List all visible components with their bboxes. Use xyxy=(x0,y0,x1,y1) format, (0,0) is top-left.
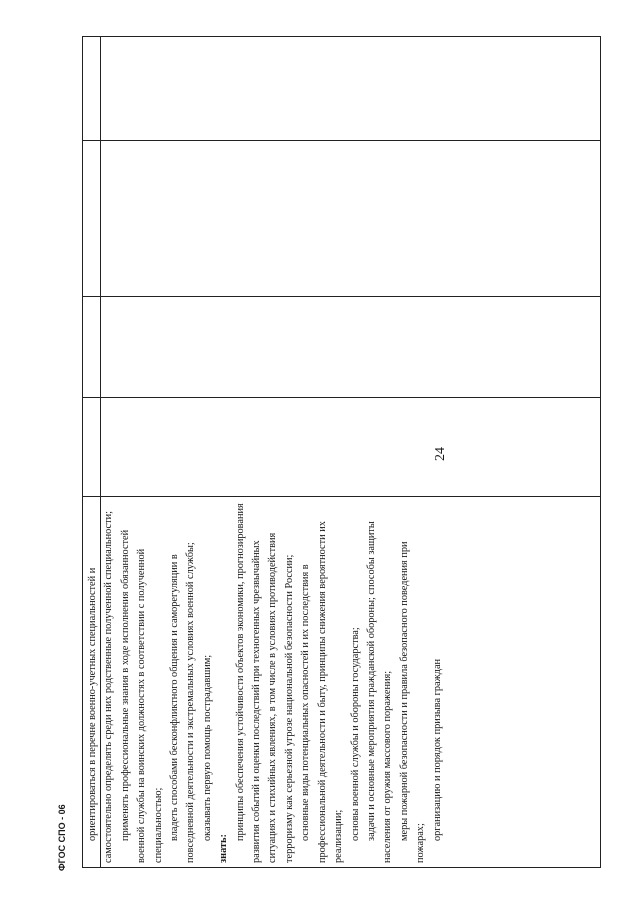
row-divider xyxy=(82,140,601,141)
section-label: знать: xyxy=(218,834,230,863)
competency-text xyxy=(83,496,575,867)
row-divider xyxy=(82,296,601,297)
competency-item: основы военной службы и обороны государства; xyxy=(349,627,361,841)
competency-cell xyxy=(83,496,575,867)
competency-item: организацию и порядок призыва граждан xyxy=(431,658,443,841)
row-divider xyxy=(82,397,601,398)
competency-item: владеть способами бесконфликтного общения и саморегуляции в повседневной деятельности и экстремальных условиях военной службы; xyxy=(169,542,197,863)
footer-code: ФГОС СПО - 06 xyxy=(57,804,67,871)
competency-item: применять профессиональные знания в ходе исполнения обязанностей военной службы на воинских должностях в соответствии с полученной специальностью; xyxy=(119,529,164,863)
competency-item: меры пожарной безопасности и правила безопасного поведения при пожарах; xyxy=(398,541,427,863)
page-number: 24 xyxy=(433,447,448,461)
competency-item: основные виды потенциальных опасностей и их последствия в профессиональной деятельности и быту, принципы снижения вероятности их реализации; xyxy=(300,521,345,863)
competency-item: задачи и основные мероприятия гражданской обороны; способы защиты населения от оружия массового поражения; xyxy=(365,521,394,863)
competency-item: ориентироваться в перечне военно-учетных специальностей и самостоятельно определять среди них родственные полученной специальности; xyxy=(87,511,115,863)
competency-item: принципы обеспечения устойчивости объектов экономики, прогнозирования развития событий и оценки последствий при техногенных чрезвычайных ситуациях и стихийных явлениях, в том числе в условиях противодействия терроризму как серьезной угрозе национальной безопасности России; xyxy=(234,503,295,863)
competency-item: оказывать первую помощь пострадавшим; xyxy=(201,654,213,841)
